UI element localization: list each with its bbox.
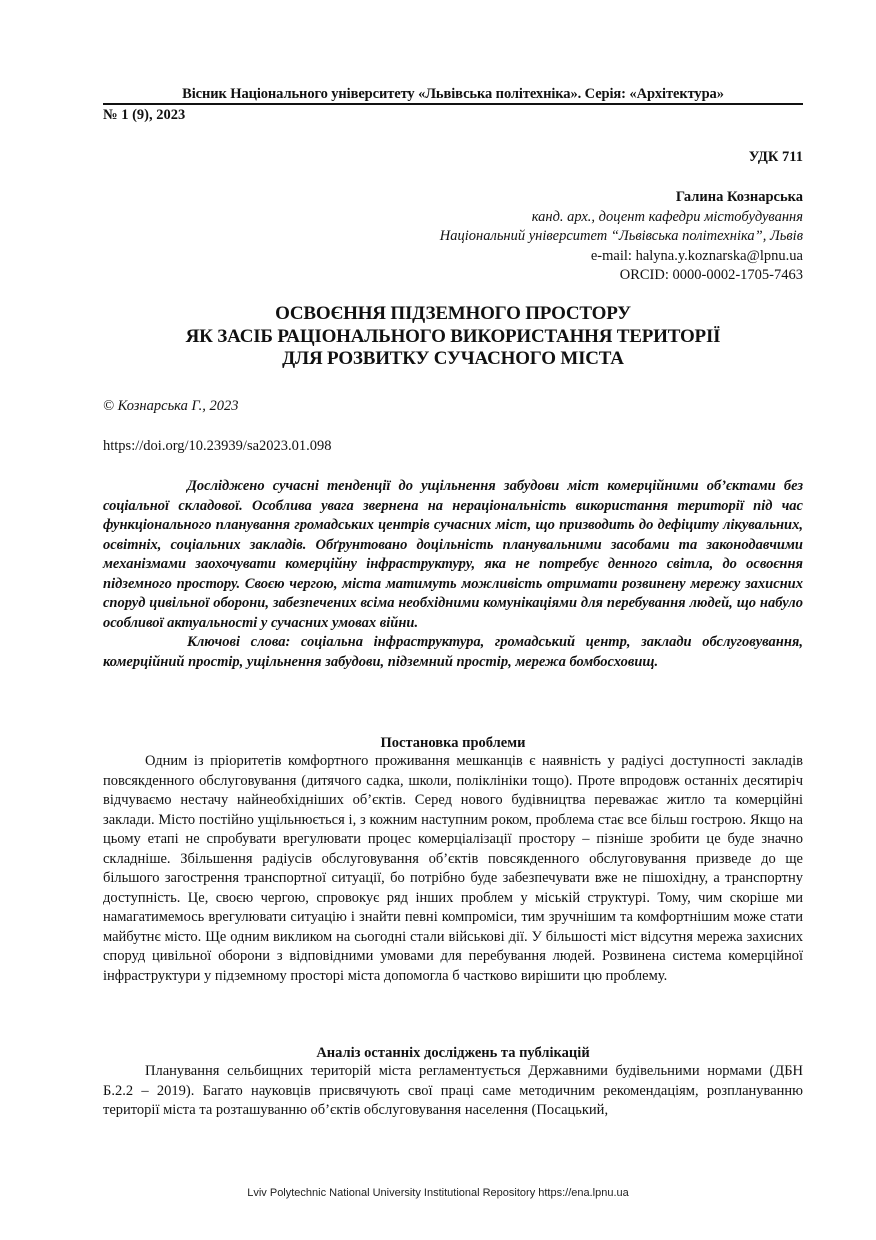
abstract-text: Досліджено сучасні тенденції до ущільнення забудови міст комерційними об’єктами без соціальної складової. Особлива увага звернена на нераціональність використання території під час функціонального планування громадських центрів сучасних міст, що призводить до дефіциту лікувальних, освітніх, соціальних закладів. Обґрунтовано доцільність планувальними засобами та законодавчими механізмами заохочувати комерційну інфраструктуру, яка не потребує денного світла, до освоєння підземного простору. Своєю чергою, міста матимуть можливість отримати розвинену мережу захисних споруд цивільної оборони, забезпечених всіма необхідними комунікаціями для перебування людей, що набуло особливої актуальності у сучасних умовах війни.	[103, 478, 803, 631]
section-heading-problem: Постановка проблеми	[380, 735, 526, 751]
issue-number: № 1 (9), 2023	[103, 107, 186, 123]
udc-code: УДК 711	[748, 149, 803, 165]
copyright-notice: © Кознарська Г., 2023	[103, 398, 239, 414]
paragraph: Одним із пріоритетів комфортного проживання мешканців є наявність у радіусі доступності закладів повсякденного обслуговування (дитячого садка, школи, поліклініки тощо). Проте впродовж останніх десятиріч відчуваємо нестачу найнеобхідніших об’єктів. Серед нового будівництва переважає житло та комерційні заклади. Місто постійно ущільнюється і, з кожним наступним роком, проблема стає все більш гострою. Якщо на цьому етапі не спробувати врегулювати процес комерціалізації простору – пізніше зробити це буде значно складніше. Збільшення радіусів обслуговування об’єктів повсякденного обслуговування призведе до ще більшого загострення транспортної ситуації, бо потрібно буде забезпечувати вже не пішохідну, а транспортну доступність. Це, своєю чергою, спровокує ряд інших проблем у міській структурі. Тому, чим скоріше ми намагатимемось врегулювати ситуацію і знайти певні компроміси, тим зручнішим та комфортнішим може стати майбутнє місто. Ще одним викликом на сьогодні стали військові дії. У більшості міст відсутня мережа захисних споруд цивільної оборони з відповідними умовами для перебування людей. Розвинена система комерційної інфраструктури у підземному просторі міста допомогла б частково вирішити цю проблему.	[103, 753, 803, 984]
author-email[interactable]: e-mail: halyna.y.koznarska@lpnu.ua	[590, 247, 803, 264]
paragraph: Планування сельбищних територій міста регламентується Державними будівельними нормами (ДБН Б.2.2 – 2019). Багато науковців присвячують свої праці саме методичним рекомендаціям, розплануванню території міста та розташуванню об’єктів обслуговування населення (Посацький,	[103, 1063, 803, 1118]
doi-link[interactable]: https://doi.org/10.23939/sa2023.01.098	[103, 438, 332, 454]
author-block	[440, 188, 803, 286]
title-line-3: ДЛЯ РОЗВИТКУ СУЧАСНОГО МІСТА	[282, 348, 624, 369]
header-rule	[103, 103, 803, 105]
section-body-problem	[103, 752, 803, 986]
title-line-1: ОСВОЄННЯ ПІДЗЕМНОГО ПРОСТОРУ	[275, 303, 631, 324]
section-heading-literature: Аналіз останніх досліджень та публікацій	[316, 1045, 590, 1061]
section-body-literature	[103, 1062, 803, 1121]
title-line-2: ЯК ЗАСІБ РАЦІОНАЛЬНОГО ВИКОРИСТАННЯ ТЕРИТОРІЇ	[185, 325, 721, 347]
keywords: Ключові слова: соціальна інфраструктура, громадський центр, заклади обслуговування, комерційний простір, ущільнення забудови, підземний простір, мережа бомбосховищ.	[103, 634, 803, 670]
abstract	[103, 477, 803, 672]
journal-running-head: Вісник Національного університету «Львівська політехніка». Серія: «Архітектура»	[182, 86, 724, 102]
article-title	[103, 303, 803, 371]
author-name: Галина Кознарська	[675, 189, 803, 205]
author-position: канд. арх., доцент кафедри містобудування	[531, 208, 803, 225]
repository-footer: Lviv Polytechnic National University Institutional Repository https://ena.lpnu.ua	[247, 1187, 629, 1199]
author-affiliation: Національний університет “Львівська політехніка”, Львів	[439, 228, 803, 244]
author-orcid[interactable]: ORCID: 0000-0002-1705-7463	[619, 267, 803, 283]
